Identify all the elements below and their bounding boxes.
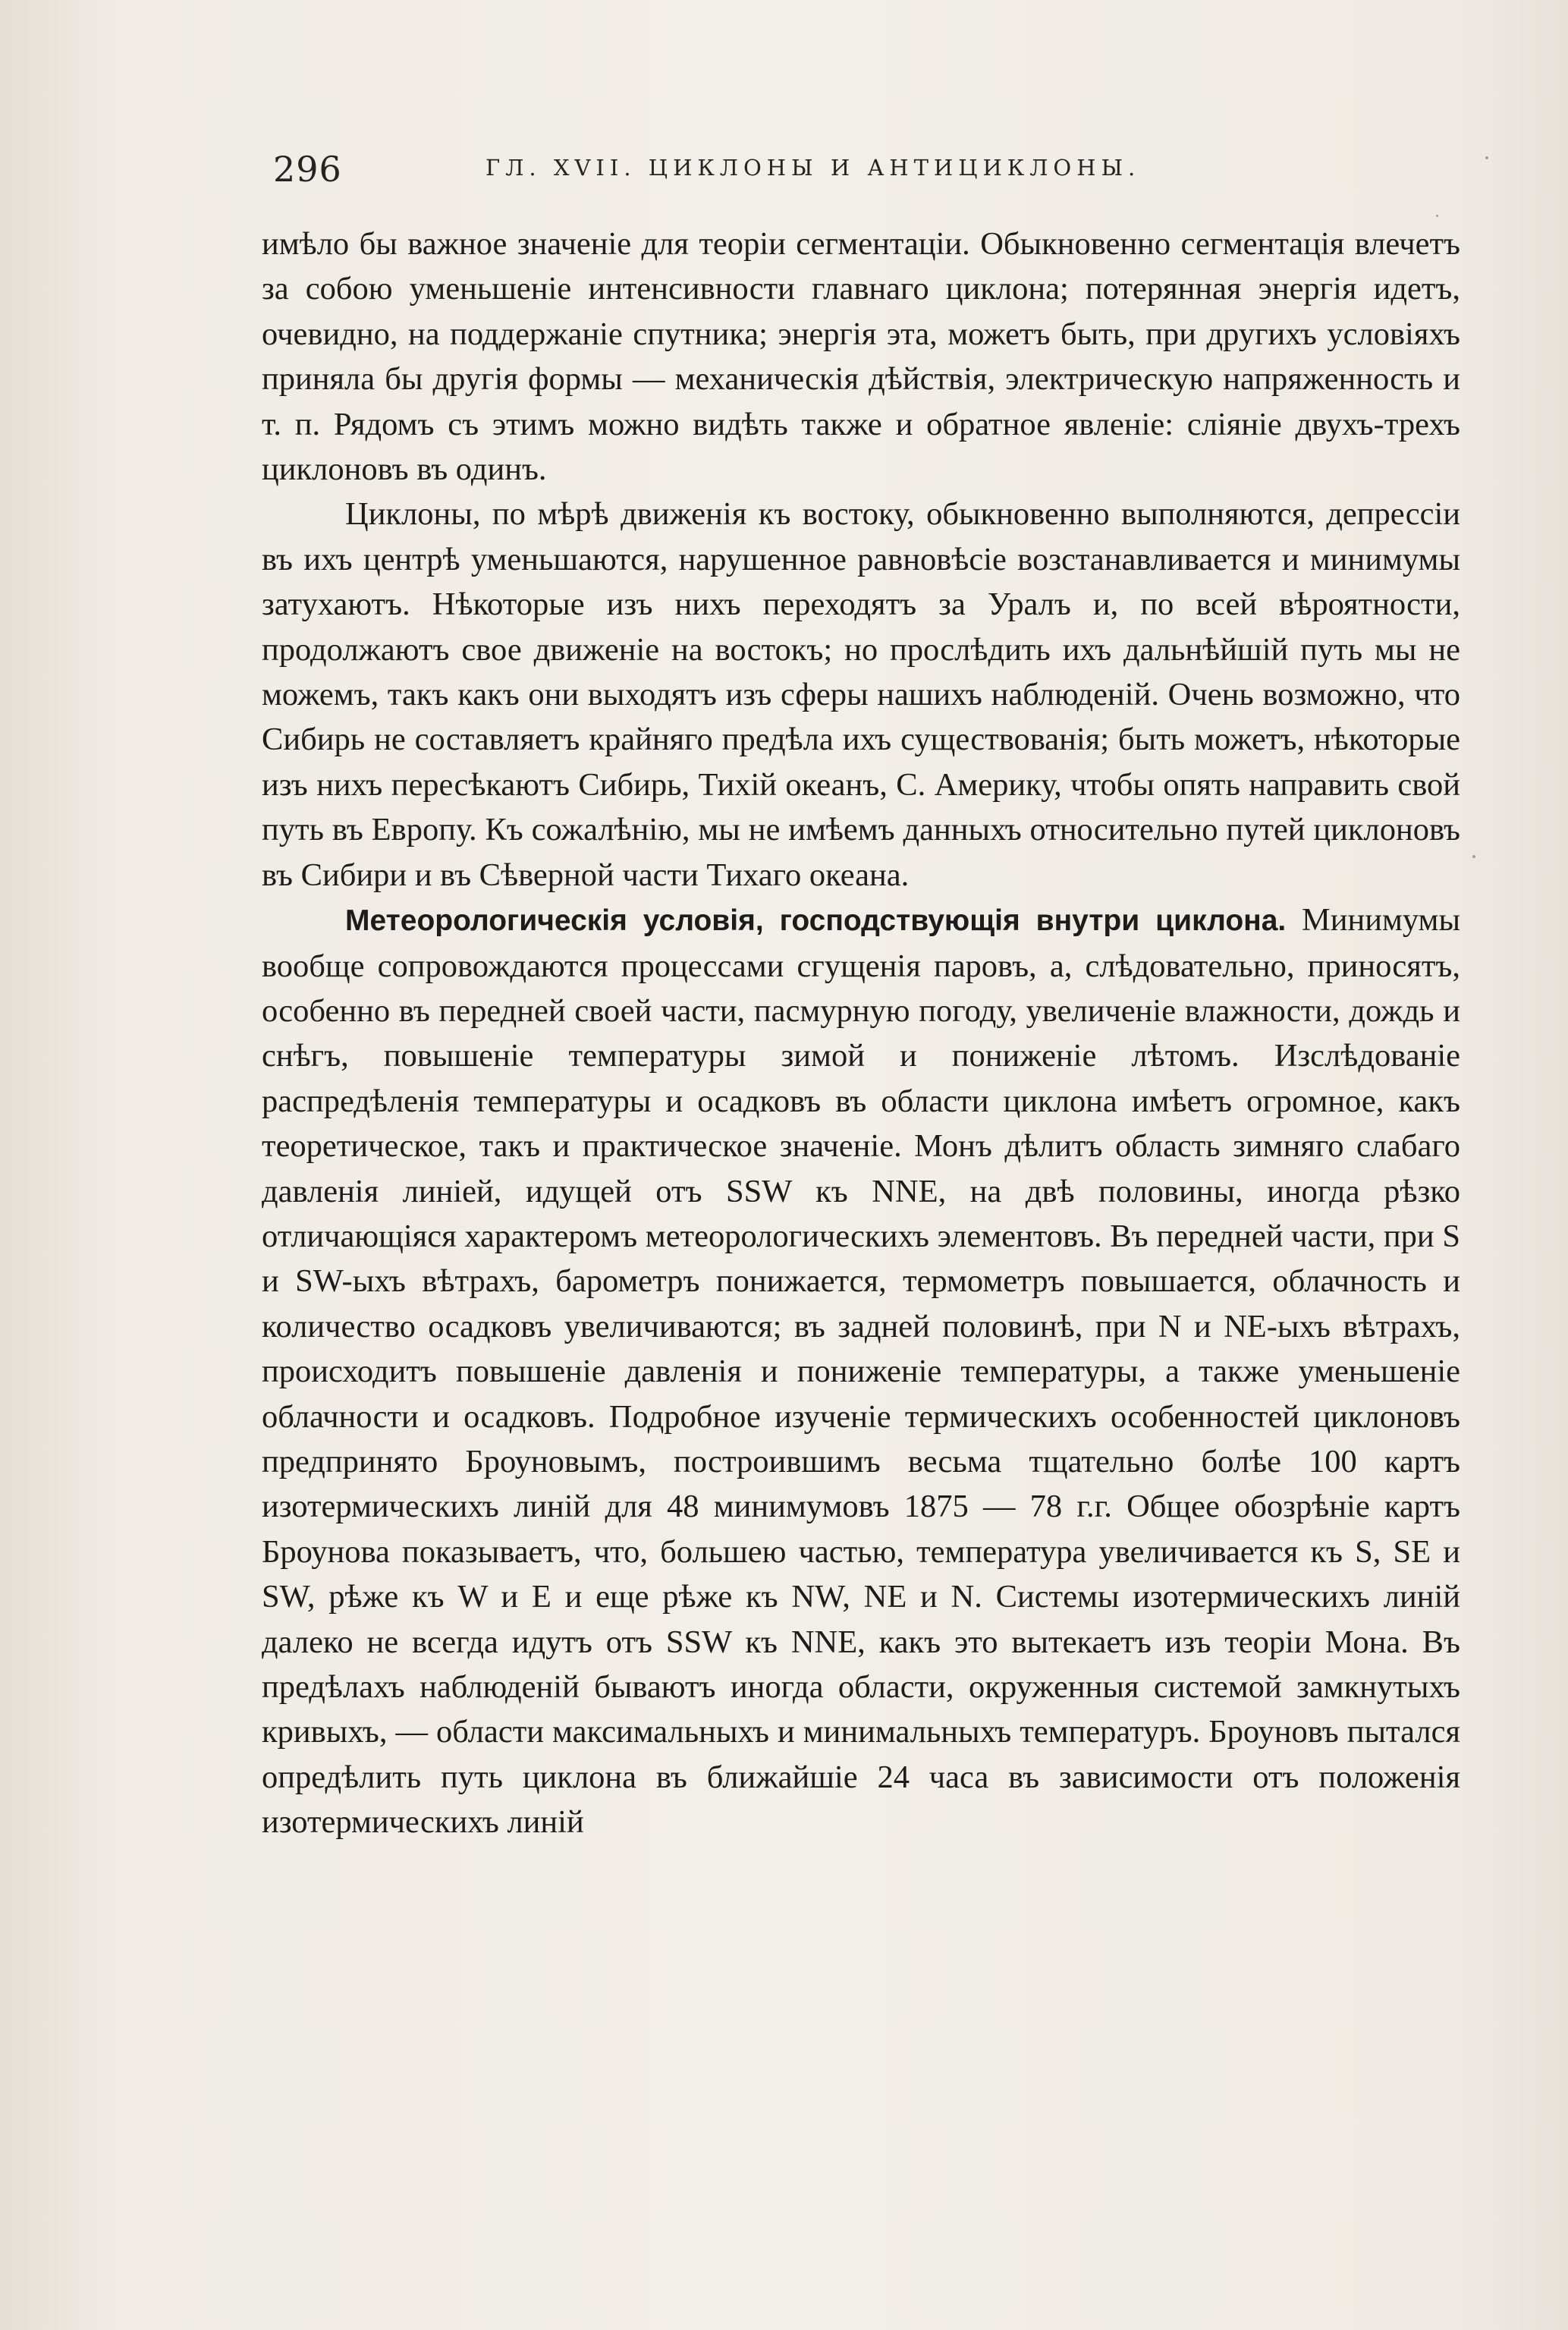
section-text: Минимумы вообще сопровождаются процессами сгущенiя паровъ, а, слѣдовательно, приносятъ, особенно въ передней своей части, пасмурную погоду, увеличенiе влажности, дождь и снѣгъ, повышенiе температуры зимой и пониженiе лѣтомъ. Изслѣдованiе распредѣленiя температуры и осадковъ въ области циклона имѣетъ огромное, какъ теоретическое, такъ и практическое значенiе. Монъ дѣлитъ область зимняго слабаго давленiя линiей, идущей отъ SSW къ NNE, на двѣ половины, иногда рѣзко отличающiяся характеромъ метеорологическихъ элементовъ. Въ передней части, при S и SW-ыхъ вѣтрахъ, барометръ понижается, термометръ повышается, облачность и количество осадковъ увеличиваются; въ задней половинѣ, при N и NE-ыхъ вѣтрахъ, происходитъ повышенiе давленiя и пониженiе температуры, а также уменьшенiе облачности и осадковъ. Подробное изученiе термическихъ особенностей циклоновъ предпринято Броуновымъ, построившимъ весьма тщательно болѣе 100 картъ изотермическихъ линiй для 48 минимумовъ 1875 — 78 г.г. Общее обозрѣнiе картъ Броунова показываетъ, что, большею частью, температура увеличивается къ S, SE и SW, рѣже къ W и E и еще рѣже къ NW, NE и N. Системы изотермическихъ линiй далеко не всегда идутъ отъ SSW къ NNE, какъ это вытекаетъ изъ теорiи Мона. Въ предѣлахъ наблюденiй бываютъ иногда области, окруженныя системой замкнутыхъ кривыхъ, — области максимальныхъ и минимальныхъ температуръ. Броуновъ пытался опредѣлить путь циклона въ ближайшiе 24 часа въ зависимости отъ положенiя изотермическихъ линiй [262, 902, 1461, 1841]
page-header [273, 149, 1441, 194]
paper-speck [1485, 156, 1488, 159]
paragraph-segmentation: имѣло бы важное значенiе для теорiи сегментацiи. Обыкновенно сегментацiя влечетъ за собою уменьшенiе интенсивности главнаго циклона; потерянная энергiя идетъ, очевидно, на поддержанiе спутника; энергiя эта, можетъ быть, при другихъ условiяхъ приняла бы другiя формы — механическiя дѣйствiя, электрическую напряженность и т. п. Рядомъ съ этимъ можно видѣть также и обратное явленiе: слiянiе двухъ-трехъ циклоновъ въ одинъ. [262, 226, 1460, 488]
paper-speck [1472, 855, 1475, 858]
body-text [262, 222, 1460, 1845]
section-title: Метеорологическiя условiя, господствующiя внутри циклона. [345, 904, 1287, 938]
paragraph-meteorological-conditions [262, 898, 1460, 1845]
paper-speck [1436, 215, 1438, 217]
page-number: 296 [273, 149, 342, 190]
running-title: ГЛ. XVII. ЦИКЛОНЫ И АНТИЦИКЛОНЫ. [485, 155, 1141, 181]
paragraph-cyclone-movement: Циклоны, по мѣрѣ движенiя къ востоку, обыкновенно выполняются, депрессiи въ ихъ центрѣ уменьшаются, нарушенное равновѣсiе возстанавливается и минимумы затухаютъ. Нѣкоторые изъ нихъ переходятъ за Уралъ и, по всей вѣроятности, продолжаютъ свое движенiе на востокъ; но прослѣдить ихъ дальнѣйшiй путь мы не можемъ, такъ какъ они выходятъ изъ сферы нашихъ наблюденiй. Очень возможно, что Сибирь не составляетъ крайняго предѣла ихъ существованiя; быть можетъ, нѣкоторые изъ нихъ пересѣкаютъ Сибирь, Тихiй океанъ, С. Америку, чтобы опять направить свой путь въ Европу. Къ сожалѣнiю, мы не имѣемъ данныхъ относительно путей циклоновъ въ Сибири и въ Сѣверной части Тихаго океана. [262, 496, 1460, 893]
